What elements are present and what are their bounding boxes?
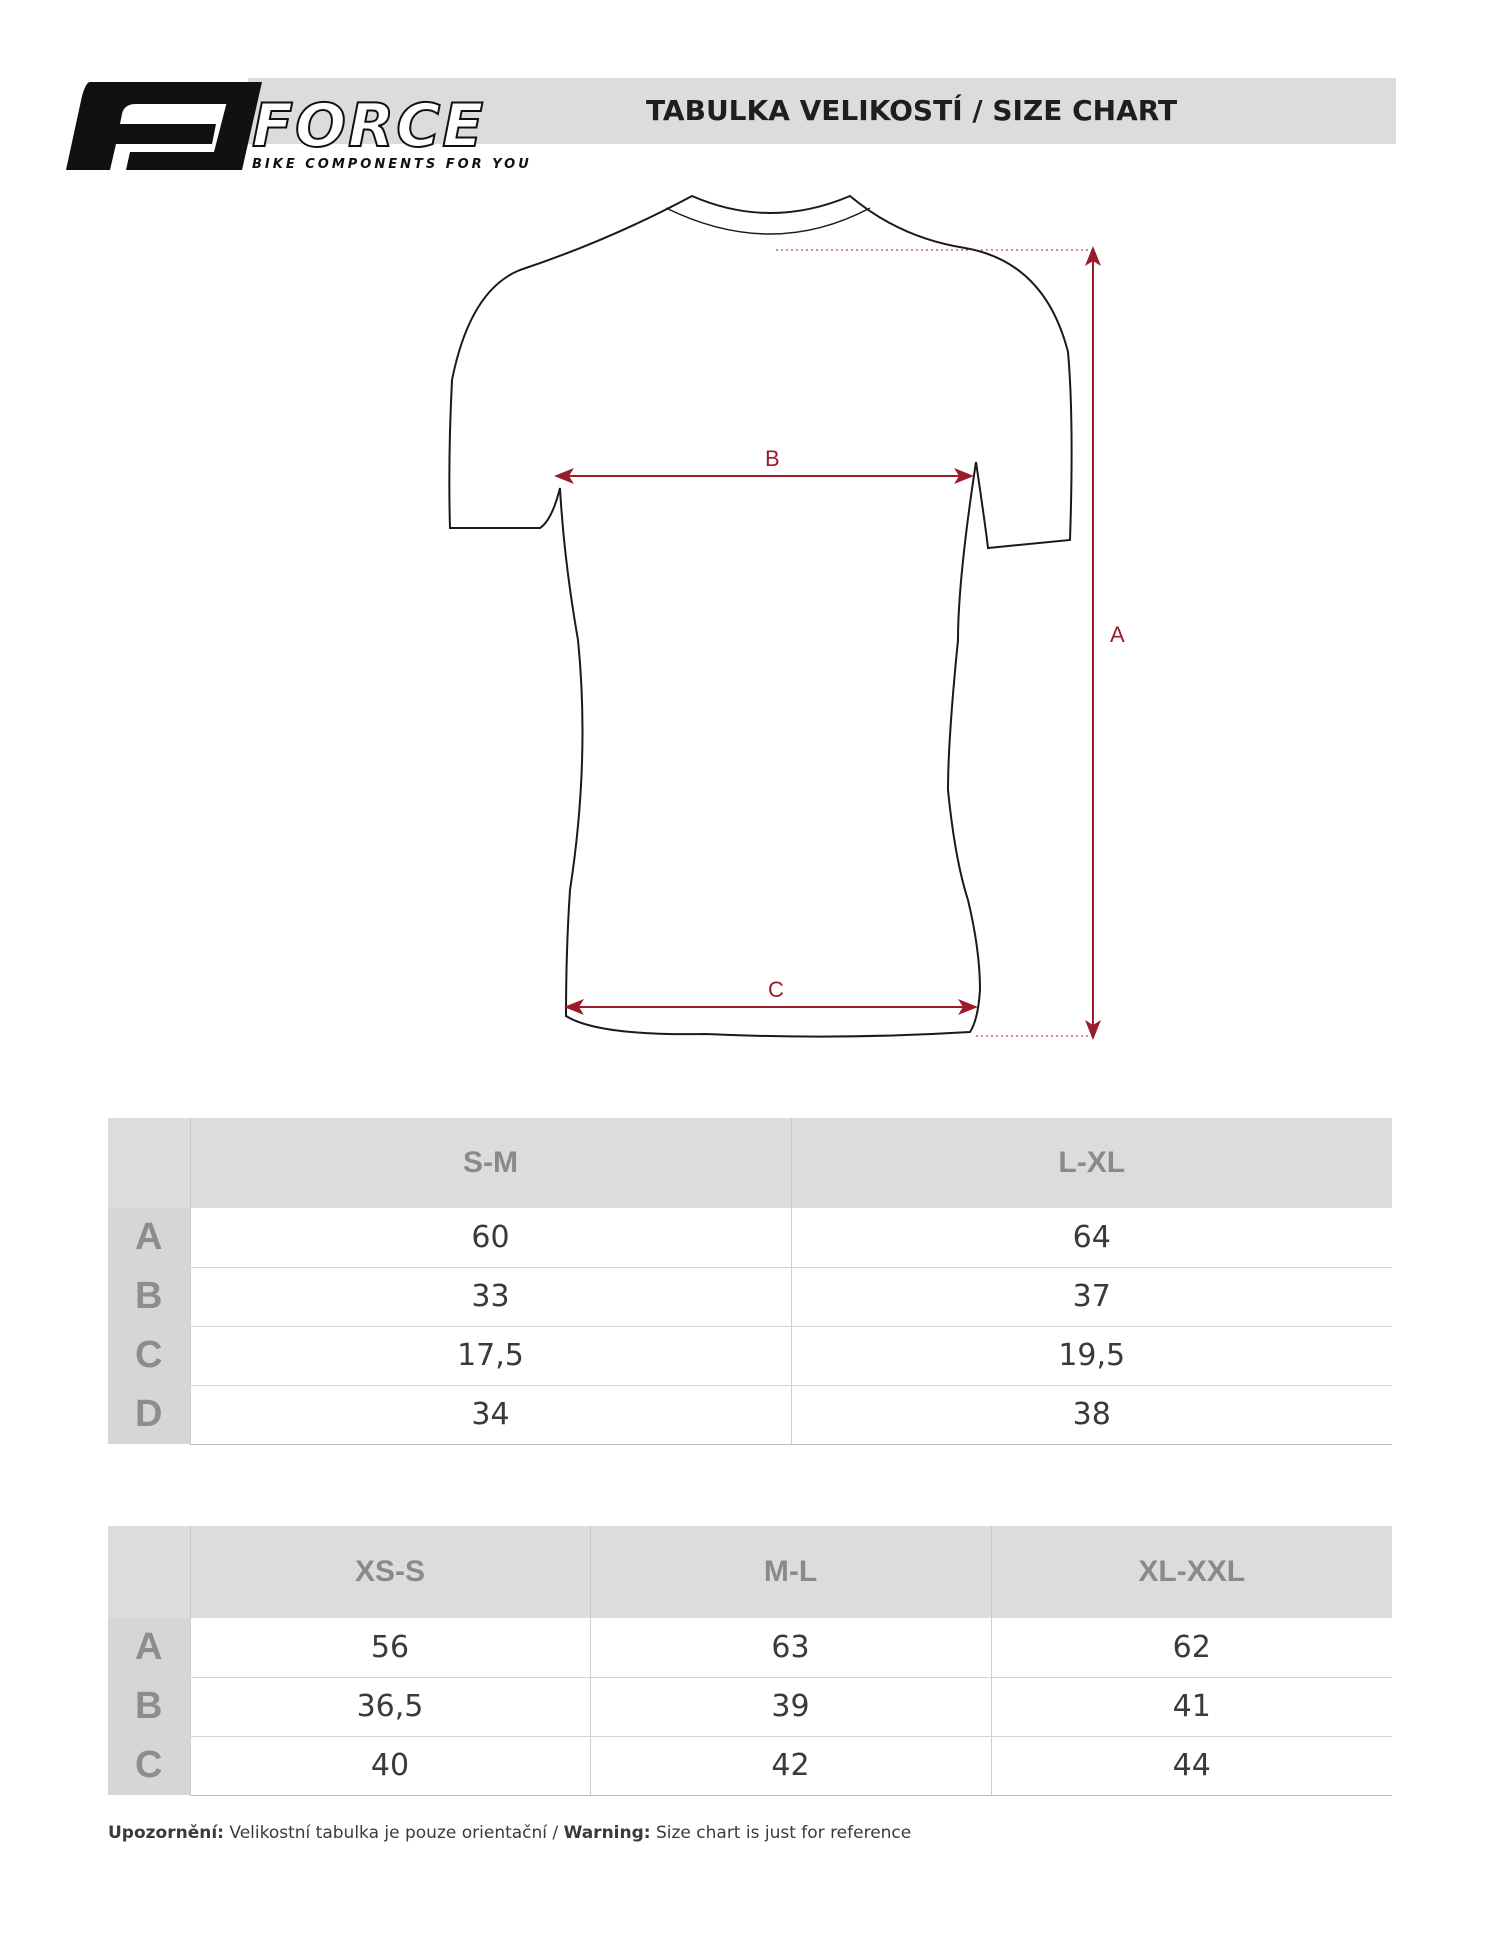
table-cell: 41	[991, 1677, 1392, 1736]
table-cell: 56	[190, 1618, 590, 1677]
shirt-outline	[449, 196, 1071, 1037]
table-cell: 17,5	[190, 1326, 791, 1385]
row-label: C	[108, 1736, 190, 1795]
table-row	[108, 1326, 1392, 1385]
table-cell: 63	[590, 1618, 991, 1677]
table-cell: 36,5	[190, 1677, 590, 1736]
table-row	[108, 1267, 1392, 1326]
dimension-b-label: B	[765, 446, 780, 471]
table-cell: 37	[791, 1267, 1392, 1326]
size-table-2	[108, 1526, 1392, 1796]
table-cell: 34	[190, 1385, 791, 1444]
table-cell: 39	[590, 1677, 991, 1736]
warning-en-label: Warning:	[563, 1823, 651, 1843]
table-cell: 40	[190, 1736, 590, 1795]
dimension-a-arrow	[1085, 246, 1101, 1040]
table-corner	[108, 1118, 190, 1208]
dimension-a-label: A	[1110, 622, 1125, 647]
page-title: TABULKA VELIKOSTÍ / SIZE CHART	[646, 94, 1178, 127]
warning-en-text: Size chart is just for reference	[650, 1823, 912, 1843]
table-cell: 33	[190, 1267, 791, 1326]
table-row	[108, 1208, 1392, 1267]
column-header: XL-XXL	[991, 1526, 1392, 1618]
column-header: L-XL	[791, 1118, 1392, 1208]
table-cell: 42	[590, 1736, 991, 1795]
table-cell: 38	[791, 1385, 1392, 1444]
column-header: M-L	[590, 1526, 991, 1618]
dimension-c-label: C	[768, 977, 784, 1002]
brand-name: FORCE	[252, 91, 486, 161]
size-table-1	[108, 1118, 1392, 1445]
row-label: D	[108, 1385, 190, 1444]
row-label: B	[108, 1267, 190, 1326]
table-cell: 60	[190, 1208, 791, 1267]
warning-cz-text: Velikostní tabulka je pouze orientační /	[223, 1823, 564, 1843]
column-header: XS-S	[190, 1526, 590, 1618]
warning-cz-label: Upozornění:	[108, 1823, 224, 1843]
table-row	[108, 1618, 1392, 1677]
brand-tagline: BIKE COMPONENTS FOR YOU	[252, 157, 532, 172]
table-row	[108, 1677, 1392, 1736]
dimension-b-arrow	[554, 468, 974, 484]
row-label: C	[108, 1326, 190, 1385]
table-cell: 19,5	[791, 1326, 1392, 1385]
column-header: S-M	[190, 1118, 791, 1208]
row-label: A	[108, 1618, 190, 1677]
table-corner	[108, 1526, 190, 1618]
table-cell: 64	[791, 1208, 1392, 1267]
table-cell: 44	[991, 1736, 1392, 1795]
row-label: B	[108, 1677, 190, 1736]
row-label: A	[108, 1208, 190, 1267]
table-row	[108, 1736, 1392, 1795]
table-cell: 62	[991, 1618, 1392, 1677]
collar-line	[666, 208, 870, 234]
warning-note	[108, 1823, 911, 1843]
table-row	[108, 1385, 1392, 1444]
